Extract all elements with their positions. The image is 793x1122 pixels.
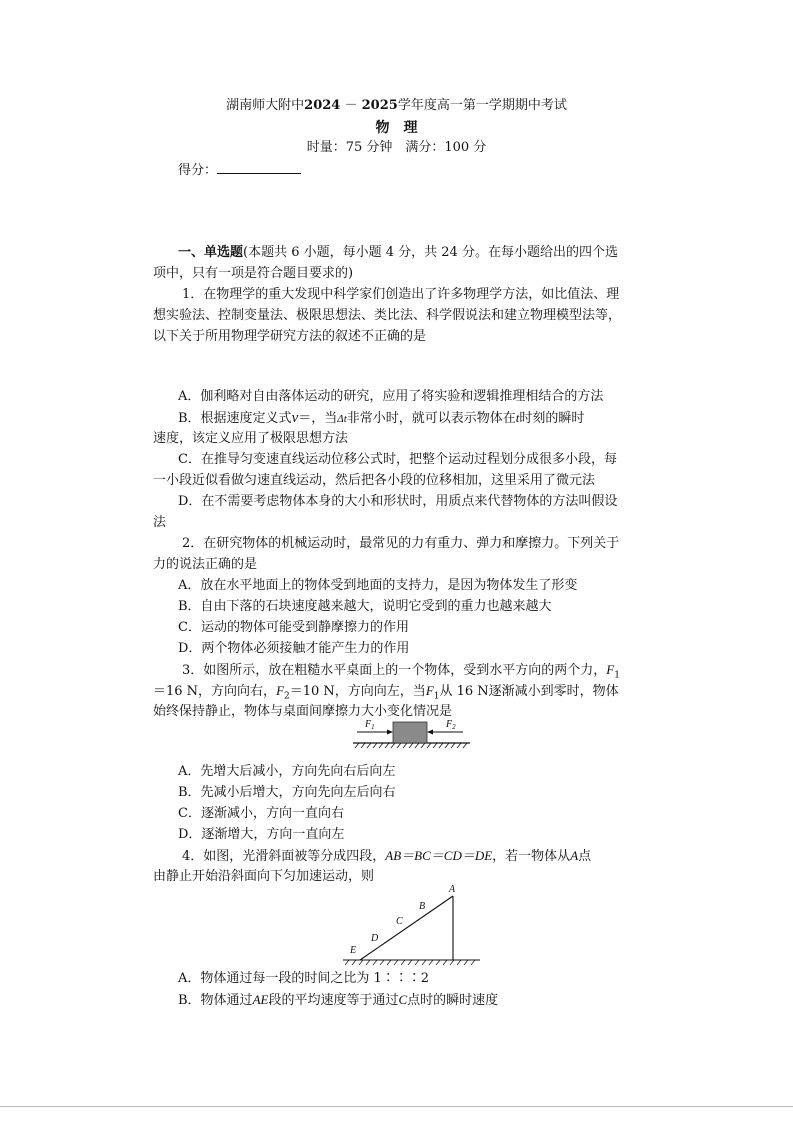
- q1-option-b: [178, 409, 584, 428]
- q2-option-a: A．放在水平地面上的物体受到地面的支持力，是因为物体发生了形变: [178, 578, 578, 593]
- q4-b-ae: AE: [252, 992, 269, 1007]
- section-note-1: (本题共 6 小题，每小题 4 分，共 24 分。在每小题给出的四个选: [243, 245, 618, 260]
- q1-option-c-line-2: 一小段近似看做匀速直线运动，然后把各小段的位移相加，这里采用了微元法: [153, 473, 596, 488]
- q1-b-text-3: 时刻的瞬时: [519, 411, 585, 426]
- title-year2: 2025: [361, 98, 398, 113]
- q3-figure: [345, 716, 480, 752]
- exam-title: [0, 97, 793, 115]
- q3-l2-a: ＝16 N，方向向右，: [153, 684, 277, 699]
- label-d: D: [371, 933, 379, 944]
- label-c: C: [396, 916, 403, 927]
- label-b: B: [419, 901, 426, 912]
- q1-b-text-2: 非常小时，就可以表示物体在: [346, 411, 516, 426]
- arrow-f1-head: [387, 730, 393, 735]
- q3-l2-c: 从 16 N逐渐减小到零时，物体: [439, 684, 619, 699]
- q3-l2-sub2: 2: [284, 691, 290, 702]
- q4-option-b: [178, 991, 498, 1010]
- arrow-f2-head: [427, 730, 433, 735]
- q3-l1-f: F: [606, 662, 615, 677]
- q1-b-text-1: B．根据速度定义式: [178, 411, 292, 426]
- q3-stem-line-3: 始终保持静止，物体与桌面间摩擦力大小变化情况是: [153, 704, 453, 719]
- score-line: [178, 161, 301, 180]
- time-info: 时量：75 分钟 满分：100 分: [306, 140, 487, 155]
- q4-l1-mid: ，若一物体从: [492, 849, 571, 864]
- q4-b-text-2: 段的平均速度等于通过: [268, 993, 399, 1008]
- q4-figure: [335, 880, 485, 968]
- q2-option-d: D．两个物体必须接触才能产生力的作用: [178, 641, 410, 656]
- subject-title: 物 理: [375, 120, 418, 136]
- q2-option-c: C．运动的物体可能受到静摩擦力的作用: [178, 620, 409, 635]
- q4-l1-text: 4．如图，光滑斜面被等分成四段，: [182, 849, 386, 864]
- q1-b-v: v: [291, 410, 299, 426]
- q1-option-c-line-1: C．在推导匀变速直线运动位移公式时，把整个运动过程划分成很多小段，每: [178, 452, 617, 467]
- label-e: E: [350, 945, 357, 956]
- q2-stem-line-1: 2．在研究物体的机械运动时，最常见的力有重力、弹力和摩擦力。下列关于: [182, 536, 620, 551]
- q1-stem-line-1: 1．在物理学的重大发现中科学家们创造出了许多物理学方法，如比值法、理: [182, 287, 620, 302]
- page-bottom-rule: [0, 1106, 793, 1107]
- title-rest: 学年度高一第一学期期中考试: [397, 98, 567, 113]
- q3-option-b: B．先减小后增大，方向先向左后向右: [178, 785, 396, 800]
- q1-stem-line-3: 以下关于所用物理学研究方法的叙述不正确的是: [153, 329, 427, 344]
- q3-l2-f1: F: [425, 683, 434, 698]
- q1-option-b-line-2: 速度，该定义应用了极限思想方法: [153, 431, 349, 446]
- table-hatching: [355, 743, 467, 748]
- q1-option-d-line-2: 法: [153, 515, 167, 530]
- q3-l1-text: 3．如图所示，放在粗糙水平桌面上的一个物体，受到水平方向的两个力，: [182, 663, 607, 678]
- q4-l1-post: 点: [578, 849, 592, 864]
- ground-hatching: [345, 960, 475, 965]
- score-label: 得分：: [178, 163, 218, 178]
- section-heading: [178, 244, 618, 262]
- q1-b-dt: Δt: [337, 413, 347, 425]
- q4-stem-line-1: [182, 847, 591, 866]
- q3-l2-sub1: 1: [433, 691, 440, 702]
- block: [393, 722, 427, 743]
- q4-option-a: A．物体通过每一段的时间之比为 1∶∶∶2: [178, 971, 430, 986]
- q4-stem-line-2: 由静止开始沿斜面向下匀加速运动，则: [153, 869, 375, 884]
- title-school: 湖南师大附中: [226, 98, 305, 113]
- q4-b-text-1: B．物体通过: [178, 993, 253, 1008]
- q1-option-d-line-1: D．在不需要考虑物体本身的大小和形状时，用质点来代替物体的方法叫假设: [178, 494, 618, 509]
- score-blank[interactable]: [217, 161, 301, 174]
- q1-b-t: t: [515, 410, 520, 425]
- q2-option-b: B．自由下落的石块速度越来越大，说明它受到的重力也越来越大: [178, 599, 552, 614]
- q3-l2-f2: F: [276, 683, 285, 698]
- incline-line: [360, 896, 453, 960]
- title-dash: －: [340, 98, 362, 113]
- q1-option-a: A．伽利略对自由落体运动的研究，应用了将实验和逻辑推理相结合的方法: [178, 389, 604, 404]
- q3-option-d: D．逐渐增大，方向一直向左: [178, 827, 345, 842]
- q3-option-c: C．逐渐减小，方向一直向右: [178, 806, 344, 821]
- section-title: 一、单选题: [178, 245, 244, 260]
- q4-l1-a: A: [570, 848, 579, 863]
- q2-stem-line-2: 力的说法正确的是: [153, 557, 258, 572]
- title-year1: 2024: [304, 98, 341, 113]
- q3-l2-b: ＝10 N，方向向左，当: [289, 684, 426, 699]
- q3-option-a: A．先增大后减小，方向先向右后向左: [178, 764, 396, 779]
- fig-label-f2: $F_2$: [446, 719, 456, 731]
- q3-l1-sub: 1: [614, 670, 620, 681]
- section-note-2: 项中，只有一项是符合题目要求的): [153, 266, 354, 281]
- q4-b-c: C: [398, 992, 408, 1007]
- q4-l1-eq: AB＝BC＝CD＝DE: [385, 848, 493, 863]
- fig-label-f1: $F_1$: [365, 719, 375, 731]
- q1-b-eq: ＝，当: [298, 411, 338, 426]
- q4-b-text-3: 点时的瞬时速度: [407, 993, 499, 1008]
- label-a: A: [449, 884, 456, 895]
- q1-stem-line-2: 想实验法、控制变量法、极限思想法、类比法、科学假说法和建立物理模型法等，: [153, 308, 622, 323]
